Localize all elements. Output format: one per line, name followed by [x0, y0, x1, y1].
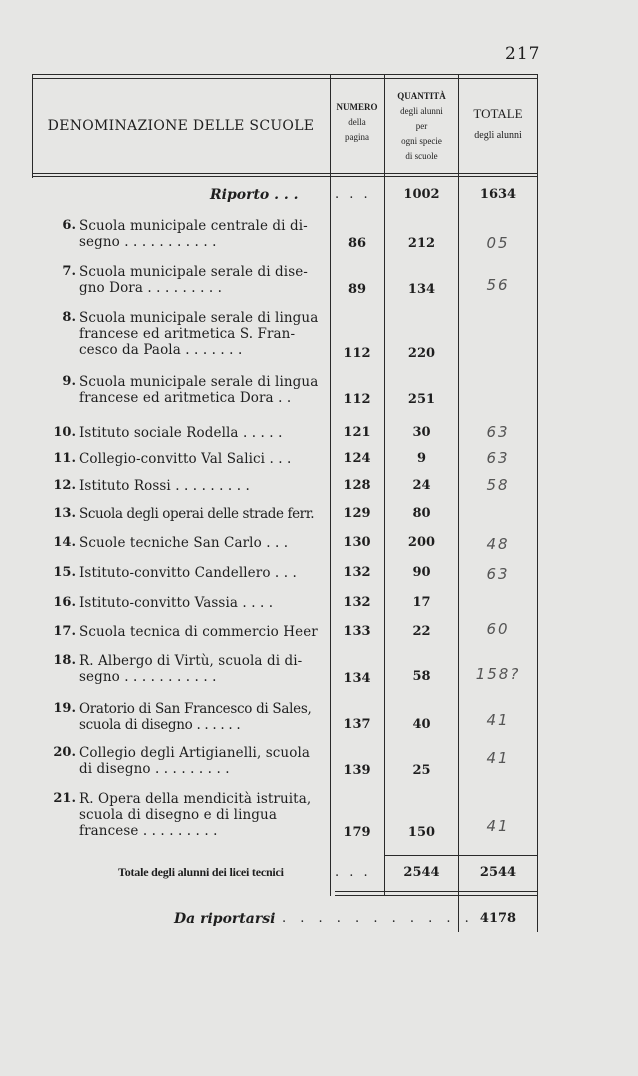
handwritten-note: 158? — [475, 665, 521, 683]
total-lower-rule — [335, 891, 538, 892]
row-index: 9. — [62, 374, 76, 389]
school-name: Scuola municipale serale di lingua francese ed aritmetica S. Fran- cesco da Paola . . . . . . . — [79, 310, 319, 358]
school-name: Scuola degli operai delle strade ferr. — [79, 506, 315, 522]
table-top-rule-inner — [32, 78, 538, 79]
header-tot-line2: degli alunni — [474, 130, 522, 141]
carry-forward-label: Da riportarsi — [174, 911, 276, 927]
riporto-dots: . . . — [335, 187, 371, 202]
header-num-caption: NUMERO — [336, 102, 378, 112]
row-page: 133 — [343, 624, 371, 639]
school-name: Oratorio di San Francesco di Sales, scuola di disegno . . . . . . — [79, 701, 312, 733]
row-index: 15. — [53, 565, 76, 580]
handwritten-note: 05 — [486, 234, 510, 252]
row-page: 112 — [343, 392, 371, 407]
row-quantity: 150 — [407, 825, 436, 840]
row-index: 20. — [53, 745, 76, 760]
row-quantity: 24 — [412, 478, 431, 493]
total-total: 2544 — [479, 865, 517, 880]
row-index: 14. — [53, 535, 76, 550]
row-quantity: 9 — [416, 451, 427, 466]
row-page: 139 — [343, 763, 371, 778]
row-quantity: 22 — [412, 624, 431, 639]
handwritten-note: 56 — [486, 276, 510, 294]
header-bottom-rule — [32, 173, 538, 174]
school-name: R. Opera della mendicità istruita, scuola di disegno e di lingua francese . . . . . . . . . — [79, 791, 312, 839]
row-index: 17. — [53, 624, 76, 639]
handwritten-note: 63 — [486, 449, 510, 467]
row-quantity: 220 — [407, 346, 436, 361]
carry-forward-total: 4178 — [479, 911, 517, 926]
row-index: 13. — [53, 506, 76, 521]
school-name: Scuola tecnica di commercio Heer — [79, 624, 318, 640]
column-header-total — [459, 103, 537, 147]
page-number: 217 — [505, 44, 541, 64]
handwritten-note: 60 — [486, 620, 510, 638]
row-page: 112 — [343, 346, 371, 361]
school-name: Scuola municipale serale di dise- gno Dora . . . . . . . . . — [79, 264, 308, 296]
row-quantity: 25 — [412, 763, 431, 778]
row-quantity: 251 — [407, 392, 436, 407]
header-qty-line3: ogni specie — [401, 136, 442, 146]
row-page: 179 — [343, 825, 371, 840]
header-tot-line1: TOTALE — [473, 106, 523, 121]
row-quantity: 40 — [412, 717, 431, 732]
row-quantity: 90 — [412, 565, 431, 580]
row-quantity: 17 — [412, 595, 431, 610]
header-qty-caption: QUANTITÀ — [397, 91, 446, 101]
row-page: 129 — [343, 506, 371, 521]
column-header-school: DENOMINAZIONE DELLE SCUOLE — [47, 118, 315, 134]
handwritten-note: 63 — [486, 565, 510, 583]
row-index: 11. — [53, 451, 76, 466]
header-qty-line4: di scuole — [405, 151, 438, 161]
table-left-border — [32, 74, 33, 178]
row-quantity: 134 — [407, 282, 436, 297]
school-name: Collegio degli Artigianelli, scuola di disegno . . . . . . . . . — [79, 745, 311, 777]
row-quantity: 58 — [412, 669, 431, 684]
row-page: 121 — [343, 425, 371, 440]
row-page: 130 — [343, 535, 371, 550]
total-upper-rule — [385, 855, 538, 856]
header-num-line2: pagina — [345, 132, 369, 142]
row-index: 19. — [53, 701, 76, 716]
row-page: 134 — [343, 671, 371, 686]
handwritten-note: 41 — [486, 817, 510, 835]
handwritten-note: 58 — [486, 476, 510, 494]
row-index: 10. — [53, 425, 76, 440]
table-right-border — [537, 74, 538, 932]
header-qty-line1: degli alunni — [400, 106, 443, 116]
table-top-rule — [32, 74, 538, 75]
row-page: 132 — [343, 595, 371, 610]
school-name: Istituto Rossi . . . . . . . . . — [79, 478, 250, 494]
handwritten-note: 63 — [486, 423, 510, 441]
column-header-page-number — [331, 100, 383, 145]
row-quantity: 30 — [412, 425, 431, 440]
school-name: Istituto-convitto Vassia . . . . — [79, 595, 274, 611]
row-quantity: 200 — [407, 535, 436, 550]
row-index: 16. — [53, 595, 76, 610]
header-bottom-rule-inner — [32, 176, 538, 177]
total-dots: . . . — [335, 865, 371, 880]
handwritten-note: 48 — [486, 535, 510, 553]
handwritten-note: 41 — [486, 711, 510, 729]
row-index: 8. — [62, 310, 76, 325]
riporto-quantity: 1002 — [403, 187, 440, 202]
row-index: 7. — [62, 264, 76, 279]
handwritten-note: 41 — [486, 749, 510, 767]
school-name: Istituto sociale Rodella . . . . . — [79, 425, 283, 441]
row-page: 128 — [343, 478, 371, 493]
carry-forward-dots: . . . . . . . . . . . — [282, 911, 474, 926]
total-lower-rule-inner — [335, 895, 538, 896]
row-quantity: 80 — [412, 506, 431, 521]
school-name: Scuola municipale serale di lingua francese ed aritmetica Dora . . — [79, 374, 319, 406]
column-header-quantity — [385, 89, 458, 164]
school-name: Collegio-convitto Val Salici . . . — [79, 451, 292, 467]
total-quantity: 2544 — [403, 865, 440, 880]
row-page: 124 — [343, 451, 371, 466]
school-name: R. Albergo di Virtù, scuola di di- segno . . . . . . . . . . . — [79, 653, 303, 685]
column-divider-total — [458, 74, 459, 932]
row-page: 89 — [347, 282, 367, 297]
row-page: 86 — [347, 236, 367, 251]
school-name: Istituto-convitto Candellero . . . — [79, 565, 297, 581]
row-index: 12. — [53, 478, 76, 493]
school-name: Scuole tecniche San Carlo . . . — [79, 535, 289, 551]
row-quantity: 212 — [407, 236, 436, 251]
riporto-label: Riporto . . . — [210, 187, 299, 203]
row-index: 18. — [53, 653, 76, 668]
row-index: 6. — [62, 218, 76, 233]
school-name: Scuola municipale centrale di di- segno . . . . . . . . . . . — [79, 218, 308, 250]
row-index: 21. — [53, 791, 76, 806]
header-qty-line2: per — [415, 121, 428, 131]
row-page: 137 — [343, 717, 371, 732]
row-page: 132 — [343, 565, 371, 580]
total-label: Totale degli alunni dei licei tecnici — [118, 865, 284, 879]
header-num-line1: della — [348, 117, 366, 127]
riporto-total: 1634 — [479, 187, 517, 202]
